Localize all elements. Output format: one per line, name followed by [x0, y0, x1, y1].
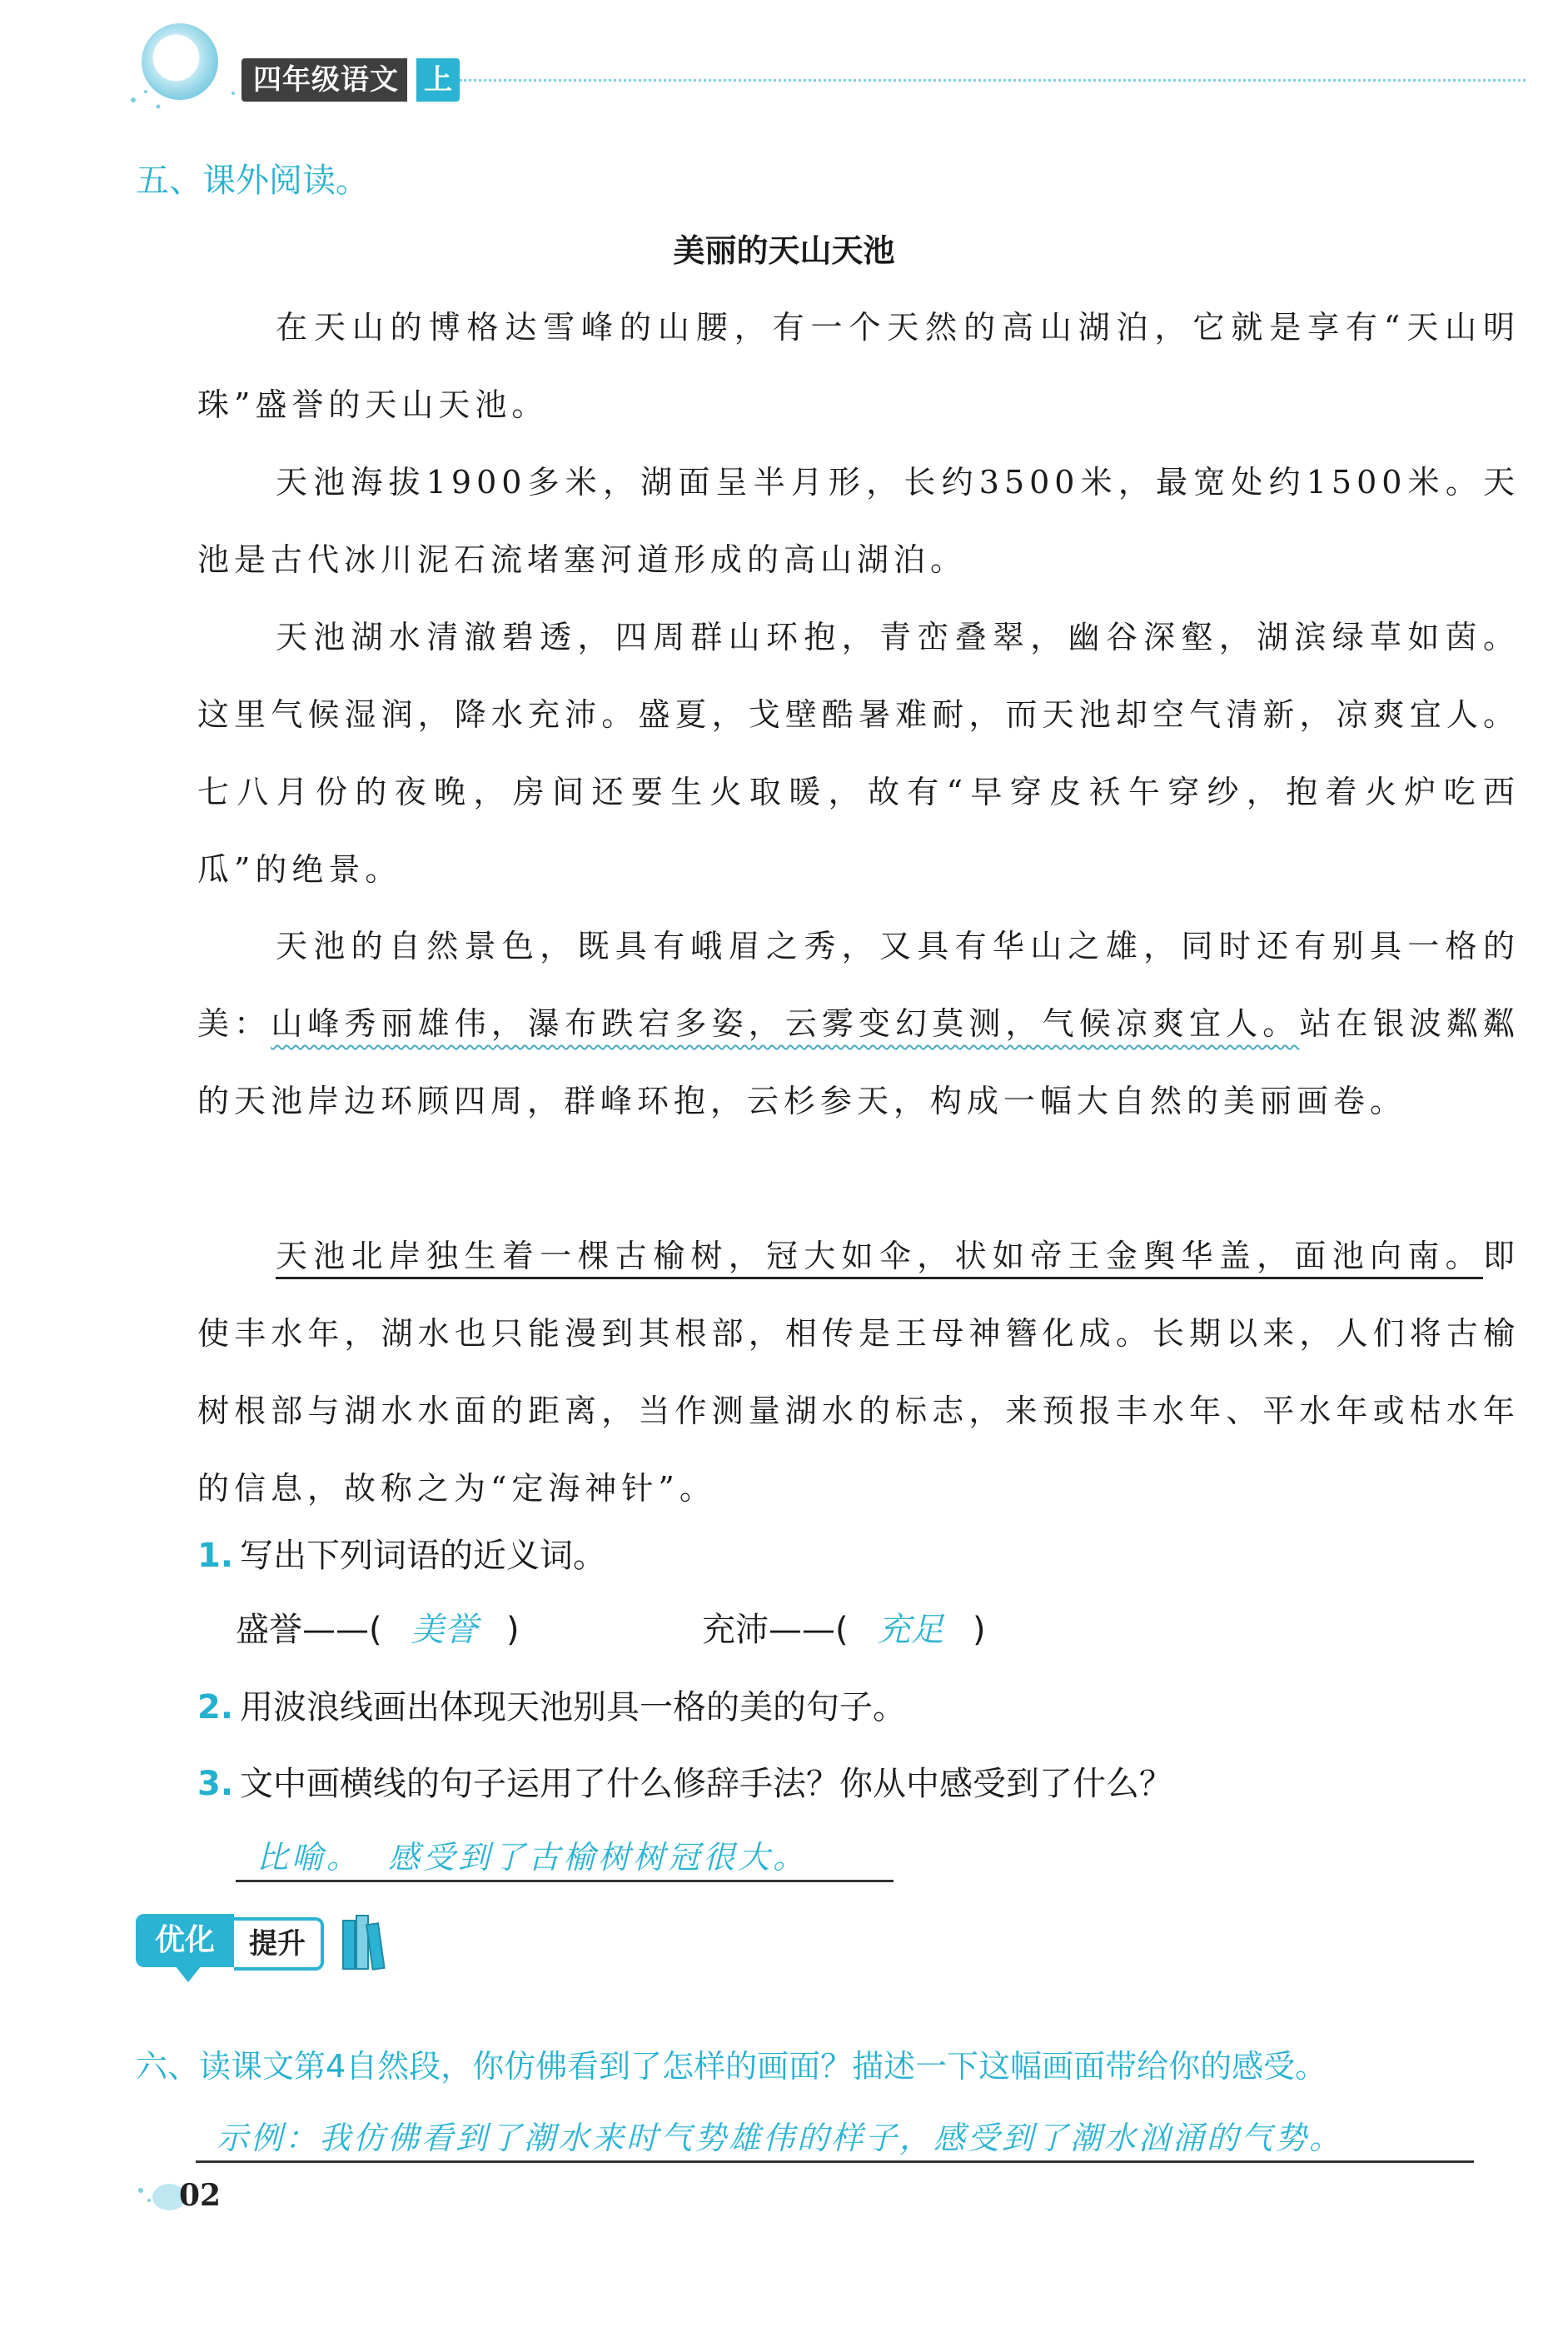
article-paragraph-2: 天池海拔1900多米，湖面呈半月形，长约3500米，最宽处约1500米。天池是古代冰川泥石流堵塞河道形成的高山湖泊。	[197, 464, 1520, 578]
article-paragraph-3: 天池湖水清澈碧透，四周群山环抱，青峦叠翠，幽谷深壑，湖滨绿草如茵。这里气候湿润，降水充沛。盛夏，戈壁酷暑难耐，而天池却空气清新，凉爽宜人。七八月份的夜晚，房间还要生火取暖，故有“早穿皮袄午穿纱，抱着火炉吃西瓜”的绝景。	[197, 619, 1520, 888]
synonym-answer-1: 美誉	[411, 1611, 478, 1649]
question-3	[197, 1757, 1172, 1805]
p4-text-before: 天池的自然景色，既具有峨眉之秀，又具有华山之雄，同时还有别具一格的美：	[197, 928, 1520, 1042]
synonym-pair-2	[702, 1603, 986, 1651]
question-2-text: 用波浪线画出体现天池别具一格的美的句子。	[240, 1688, 907, 1727]
question-1-number: 1.	[197, 1537, 234, 1575]
question-2	[197, 1681, 906, 1728]
p5-text-after: 即使丰水年，湖水也只能漫到其根部，相传是王母神簪化成。长期以来，人们将古榆树根部与湖水水面的距离，当作测量湖水的标志，来预报丰水年、平水年或枯水年的信息，故称之为“定海神针”。	[197, 1238, 1520, 1507]
question-3-number: 3.	[197, 1765, 234, 1803]
volume-label: 上	[416, 58, 460, 102]
p4-text-after: 站在银波粼粼的天池岸边环顾四周，群峰环抱，云杉参天，构成一幅大自然的美丽画卷。	[197, 1005, 1520, 1119]
section-6-answer: 示例：我仿佛看到了潮水来时气势雄伟的样子，感受到了潮水汹涌的气势。	[217, 2120, 1344, 2156]
header-divider	[460, 79, 1526, 82]
question-3-answer-line	[236, 1828, 894, 1882]
synonym-close-1: )	[506, 1611, 520, 1649]
straight-underlined-sentence: 天池北岸独生着一棵古榆树，冠大如伞，状如帝王金舆华盖，面池向南。	[276, 1238, 1483, 1274]
books-icon	[341, 1914, 391, 1972]
question-3-answer: 比喻。 感受到了古榆树树冠很大。	[256, 1839, 809, 1876]
article-paragraph-1: 在天山的博格达雪峰的山腰，有一个天然的高山湖泊，它就是享有“天山明珠”盛誉的天山天池。	[197, 309, 1520, 423]
synonym-pair-1	[236, 1603, 520, 1651]
grade-label: 四年级语文	[241, 58, 407, 102]
badge-pointer	[175, 1966, 202, 1982]
section-5-title: 五、课外阅读。	[136, 162, 369, 200]
question-1	[197, 1529, 606, 1577]
synonym-word-2: 充沛	[702, 1611, 769, 1649]
question-2-number: 2.	[197, 1688, 234, 1727]
synonym-word-1: 盛誉	[236, 1611, 302, 1649]
question-1-text: 写出下列词语的近义词。	[240, 1537, 607, 1575]
badge-optimize: 优化	[136, 1914, 234, 1967]
sparkle-decoration-icon	[125, 83, 250, 117]
question-3-text: 文中画横线的句子运用了什么修辞手法？你从中感受到了什么？	[240, 1765, 1173, 1803]
synonym-dash-1: ——(	[302, 1611, 382, 1649]
synonym-answer-2: 充足	[877, 1611, 944, 1649]
page-number: 02	[179, 2178, 222, 2213]
article-paragraph-5	[197, 1218, 1520, 1527]
wavy-underlined-sentence: 山峰秀丽雄伟，瀑布跌宕多姿，云雾变幻莫测，气候凉爽宜人。	[271, 1005, 1300, 1042]
section-6-answer-line	[196, 2109, 1474, 2163]
badge-improve: 提升	[234, 1917, 324, 1971]
synonym-close-2: )	[973, 1611, 986, 1649]
article-paragraph-4	[197, 908, 1520, 1140]
section-6-title: 六、读课文第4自然段，你仿佛看到了怎样的画面？描述一下这幅画面带给你的感受。	[136, 2048, 1327, 2085]
article-title: 美丽的天山天池	[673, 232, 895, 269]
page-header	[0, 0, 1568, 125]
synonym-dash-2: ——(	[769, 1611, 849, 1649]
